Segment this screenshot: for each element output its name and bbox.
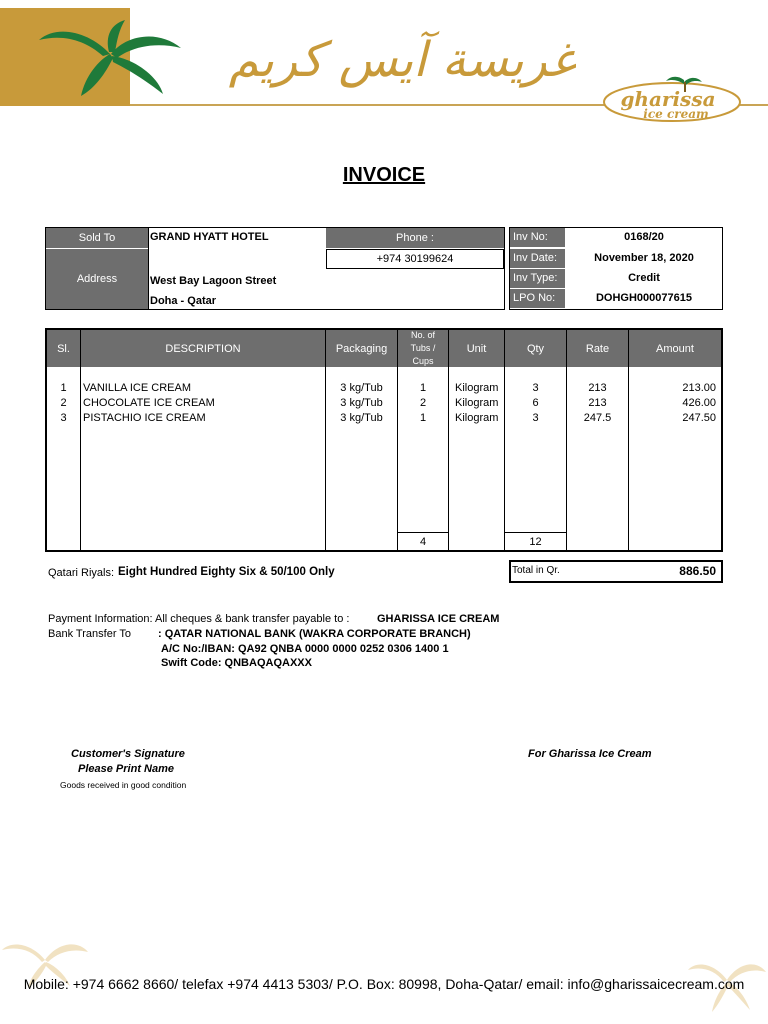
- phone-value: +974 30199624: [376, 252, 454, 265]
- customer-signature-label: Customer's Signature: [71, 748, 185, 760]
- cell-unit: Kilogram: [455, 382, 499, 394]
- cell-tubs: 2: [419, 397, 427, 409]
- cell-amount: 247.50: [682, 412, 716, 424]
- cell-sl: 2: [60, 397, 67, 409]
- cell-sl: 1: [60, 382, 67, 394]
- invoice-title: INVOICE: [342, 164, 426, 186]
- payment-info-label: Payment Information: All cheques & bank transfer payable to :: [48, 613, 350, 625]
- th-tubs-line: Tubs /: [410, 343, 436, 353]
- cell-rate: 247.5: [583, 412, 612, 424]
- amount-words: Eight Hundred Eighty Six & 50/100 Only: [118, 566, 335, 578]
- th-tubs-line: Cups: [412, 356, 434, 366]
- svg-text:gharissa: gharissa: [620, 87, 716, 111]
- footer-contact: Mobile: +974 6662 8660/ telefax +974 4413 5303/ P.O. Box: 80998, Doha-Qatar/ email: info@gharissaicecream.com: [23, 976, 745, 992]
- gharissa-logo: [602, 74, 742, 122]
- cell-amount: 426.00: [682, 397, 716, 409]
- swift-code: Swift Code: QNBAQAQAXXX: [161, 657, 312, 669]
- total-tubs: 4: [419, 536, 427, 548]
- company-signature-label: For Gharissa Ice Cream: [528, 748, 652, 760]
- lpo-label: LPO No:: [510, 289, 565, 308]
- sold-to-value: GRAND HYATT HOTEL: [150, 231, 269, 243]
- cell-packaging: 3 kg/Tub: [340, 382, 383, 394]
- cell-qty: 6: [532, 397, 539, 409]
- cell-packaging: 3 kg/Tub: [340, 397, 383, 409]
- inv-date-value: November 18, 2020: [594, 252, 694, 264]
- amount-words-label: Qatari Riyals:: [48, 567, 115, 579]
- bank-name: : QATAR NATIONAL BANK (WAKRA CORPORATE BRANCH): [158, 628, 471, 640]
- th-amount: Amount: [656, 342, 694, 355]
- customer-divider: [148, 228, 149, 309]
- address-line-2: Doha - Qatar: [150, 295, 217, 307]
- svg-text:ice cream: ice cream: [643, 107, 709, 121]
- inv-no-label: Inv No:: [510, 228, 565, 247]
- arabic-brand-script: [228, 14, 576, 98]
- total-label: Total in Qr.: [512, 565, 560, 576]
- cell-amount: 213.00: [682, 382, 716, 394]
- letterhead: [0, 0, 768, 121]
- payee-name: GHARISSA ICE CREAM: [377, 613, 500, 625]
- cell-rate: 213: [588, 397, 607, 409]
- cell-sl: 3: [60, 412, 67, 424]
- svg-text:غريسة آيس كريم: غريسة آيس كريم: [228, 32, 576, 88]
- cell-qty: 3: [532, 412, 539, 424]
- cell-unit: Kilogram: [455, 412, 499, 424]
- th-description: DESCRIPTION: [165, 342, 241, 355]
- cell-unit: Kilogram: [455, 397, 499, 409]
- inv-no-value: 0168/20: [624, 231, 664, 243]
- th-packaging: Packaging: [335, 342, 388, 355]
- cell-description: VANILLA ICE CREAM: [83, 382, 191, 394]
- cell-qty: 3: [532, 382, 539, 394]
- goods-received-note: Goods received in good condition: [60, 780, 187, 790]
- cell-description: PISTACHIO ICE CREAM: [83, 412, 206, 424]
- cell-description: CHOCOLATE ICE CREAM: [83, 397, 215, 409]
- cell-tubs: 1: [419, 382, 427, 394]
- th-sl: Sl.: [57, 342, 70, 355]
- th-tubs: [398, 330, 448, 367]
- th-unit: Unit: [466, 342, 487, 355]
- inv-type-value: Credit: [628, 272, 660, 284]
- iban: A/C No:/IBAN: QA92 QNBA 0000 0000 0252 0306 1400 1: [161, 643, 449, 655]
- total-value: 886.50: [679, 564, 716, 578]
- th-rate: Rate: [585, 342, 610, 355]
- th-qty: Qty: [526, 342, 545, 355]
- inv-date-label: Inv Date:: [510, 249, 565, 268]
- sold-to-label: Sold To: [46, 228, 148, 248]
- address-line-1: West Bay Lagoon Street: [150, 275, 277, 287]
- print-name-label: Please Print Name: [78, 763, 174, 775]
- phone-label: Phone :: [326, 228, 504, 248]
- inv-type-label: Inv Type:: [510, 269, 565, 288]
- palm-tree-icon: [35, 18, 185, 100]
- bank-transfer-label: Bank Transfer To: [48, 628, 131, 640]
- cell-packaging: 3 kg/Tub: [340, 412, 383, 424]
- th-tubs-line: No. of: [410, 330, 435, 340]
- address-label: Address: [46, 249, 148, 309]
- cell-rate: 213: [588, 382, 607, 394]
- lpo-value: DOHGH000077615: [595, 292, 692, 304]
- total-qty: 12: [529, 536, 542, 548]
- cell-tubs: 1: [419, 412, 427, 424]
